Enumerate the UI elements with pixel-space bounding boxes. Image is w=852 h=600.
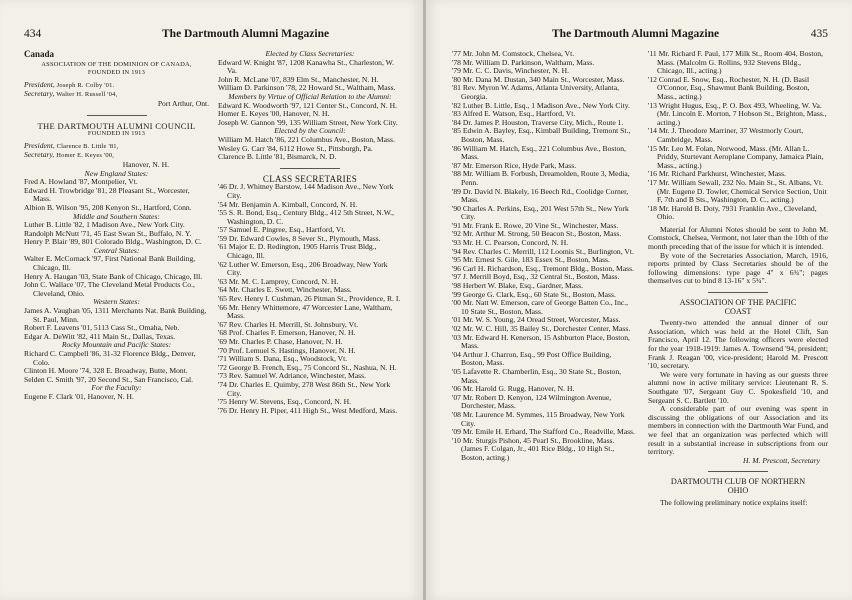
northern-ohio-title: DARTMOUTH CLUB OF NORTHERN [670, 477, 806, 487]
council-member: Joseph W. Gannon '99, 135 William Street, New York City. [218, 117, 398, 127]
class-secretaries-list [218, 183, 402, 415]
class-secretary-entry: '54 Mr. Benjamin A. Kimball, Concord, N. H. [218, 199, 358, 209]
class-secretary-entry: '15 Mr. Leo M. Folan, Norwood, Mass. (Mr. Allan L. Priddy, Sturtevant Aeroplane Company, Jamaica Plain, Mass., acting.) [648, 143, 824, 170]
class-secretary-entry: '01 Mr. W. S. Young, 24 Oread Street, Worcester, Mass. [452, 315, 621, 325]
pacific-paragraph: A considerable part of our evening was spent in discussing the obligations of our Association and its members in connection with the Dartmouth War Fund, and we feel that an organization was perfected which will result in a substantial increase in subscriptions from our territory. [648, 404, 828, 457]
class-secretary-entry: '72 George B. French, Esq., 75 Concord St., Nashua, N. H. [218, 362, 397, 372]
right-running-header: The Dartmouth Alumni Magazine [552, 28, 720, 40]
class-secretary-entry: '93 Mr. H. C. Pearson, Concord, N. H. [452, 238, 569, 248]
class-secretary-entry: '81 Rev. Myron W. Adams, Atlanta University, Atlanta, Georgia. [452, 83, 620, 101]
region-heading: Central States: [93, 245, 140, 255]
left-page [0, 0, 423, 600]
region-heading: Western States: [93, 297, 140, 307]
class-secretary-entry: '97 J. Merrill Boyd, Esq., 32 Central St., Boston, Mass. [452, 272, 620, 282]
council-member: Clarence B. Little '81, Bismarck, N. D. [218, 152, 337, 162]
council-block-heading: Elected by Class Secretaries: [265, 49, 355, 58]
class-secretary-entry: '71 William S. Dana, Esq., Woodstock, Vt. [218, 354, 348, 364]
class-secretary-entry: '67 Rev. Charles H. Merrill, St. Johnsbury, Vt. [218, 319, 359, 329]
left-page-number: 434 [24, 28, 42, 40]
class-secretary-entry: '69 Mr. Charles P. Chase, Hanover, N. H. [218, 337, 343, 346]
class-secretary-entry: '99 George G. Clark, Esq., 60 State St., Boston, Mass. [452, 289, 616, 299]
class-secretary-entry: '85 Edwin A. Bayley, Esq., Kimball Building, Tremont St., Boston, Mass. [452, 126, 631, 144]
class-secretary-entry: '18 Mr. Harold B. Doty, 7931 Franklin Ave., Cleveland, Ohio. [648, 203, 817, 222]
pacific-signature: H. M. Prescott, Secretary [742, 455, 820, 465]
class-secretaries-continued [452, 50, 636, 463]
council-member: William M. Hatch '86, 221 Columbus Ave., Boston, Mass. [218, 134, 395, 144]
class-secretary-entry: '65 Rev. Henry I. Cushman, 26 Pitman St., Providence, R. I. [218, 294, 401, 304]
canada-secretary-address: Port Arthur, Ont. [157, 98, 209, 108]
class-secretary-entry: '88 Mr. William B. Forbush, Dreamolden, Route 3, Media, Penn. [452, 169, 630, 187]
class-secretary-entry: '00 Mr. Natt W. Emerson, care of George Batten Co., Inc., 10 State St., Boston, Mass. [452, 298, 629, 316]
class-secretary-entry: '68 Prof. Charles F. Emerson, Hanover, N. H. [218, 328, 356, 338]
council-member: Edward W. Knight '87, 1208 Kanawha St., Charleston, W. Va. [218, 57, 395, 76]
council-member: Fred A. Howland '87, Montpelier, Vt. [24, 177, 138, 187]
council-block-heading: Members by Virtue of Official Relation to the Alumni: [228, 91, 392, 101]
class-secretary-entry: '16 Mr. Richard Parkhurst, Winchester, Mass. [648, 169, 786, 179]
class-secretary-entry: '98 Herbert W. Blake, Esq., Gardner, Mass. [452, 281, 583, 291]
council-president: President, Clarence B. Little '81, [24, 140, 119, 150]
canada-president: President, Joseph R. Colby '01. [24, 79, 115, 89]
class-secretary-entry: '77 Mr. John M. Comstock, Chelsea, Vt. [452, 49, 575, 58]
pacific-paragraph: Twenty-two attended the annual dinner of our Association, which was held at the Hotel Clift, San Francisco, April 12. The following officers were elected for the year 1918-1919: James A. Townsend '94, president; Frank J. Reagan '00, vice-president; Harold M. Prescott '10, secretary. [648, 318, 828, 371]
pacific-title: ASSOCIATION OF THE PACIFIC [679, 298, 797, 308]
council-member: John C. Wallace '07, The Cleveland Metal Products Co., Cleveland, Ohio. [24, 280, 195, 298]
class-secretary-entry: '73 Rev. Samuel W. Adriance, Winchester, Mass. [218, 371, 366, 381]
class-secretary-entry: '95 Mr. Ernest S. Gile, 183 Essex St., Boston, Mass. [452, 255, 610, 265]
right-page [426, 0, 852, 600]
council-member: William D. Parkinson '78, 22 Howard St., Waltham, Mass. [218, 83, 396, 93]
class-secretary-entry: '80 Mr. Dana M. Dustan, 340 Main St., Worcester, Mass. [452, 74, 625, 84]
class-secretary-entry: '61 Major E. D. Redington, 1905 Harris Trust Bldg., Chicago, Ill. [218, 242, 377, 261]
council-member: Albion B. Wilson '95, 208 Kenyon St., Hartford, Conn. [24, 202, 192, 212]
class-secretary-entry: '07 Mr. Robert D. Kenyon, 124 Wilmington Avenue, Dorchester, Mass. [452, 392, 612, 411]
council-founded: FOUNDED IN 1913 [87, 130, 146, 138]
divider [280, 168, 340, 169]
council-regions [24, 170, 209, 402]
class-secretary-entry: '05 Lafavette R. Chamberlin, Esq., 30 State St., Boston, Mass. [452, 366, 622, 385]
council-member: James A. Vaughan '05, 1311 Merchants Nat. Bank Building, St. Paul, Minn. [24, 306, 207, 324]
council-secretary: Secretary, Homer E. Keyes '00, [24, 150, 115, 160]
canada-heading: Canada [24, 49, 55, 59]
class-secretary-entry: '06 Mr. Harold G. Rugg, Hanover, N. H. [452, 384, 575, 394]
class-secretary-entry: '87 Mr. Emerson Rice, Hyde Park, Mass. [452, 160, 577, 170]
class-secretary-entry: '86 William M. Hatch, Esq., 221 Columbus Ave., Boston, Mass. [452, 143, 626, 162]
class-secretary-entry: '64 Mr. Charles E. Swett, Winchester, Mass. [218, 285, 352, 295]
council-member: Homer E. Keyes '00, Hanover, N. H. [218, 109, 330, 119]
class-secretary-entry: '13 Wright Hugus, Esq., P. O. Box 493, Wheeling, W. Va. (Mr. Lincoln E. Morton, 7 Hobson St., Brighton, Mass., acting.) [648, 100, 827, 127]
canada-association: ASSOCIATION OF THE DOMINION OF CANADA, [41, 60, 192, 68]
council-member: John R. McLane '07, 839 Elm St., Manchester, N. H. [218, 74, 379, 84]
left-running-header: The Dartmouth Alumni Magazine [162, 28, 330, 40]
class-secretary-entry: '94 Rev. Charles C. Merrill, 112 Loomis St., Burlington, Vt. [452, 246, 634, 256]
council-member: Edward K. Woodworth '97, 121 Center St., Concord, N. H. [218, 100, 398, 110]
class-secretary-entry: '14 Mr. J. Theodore Marriner, 37 Westmorly Court, Cambridge, Mass. [648, 126, 804, 144]
class-secretaries-title: CLASS SECRETARIES [262, 173, 358, 184]
council-title: THE DARTMOUTH ALUMNI COUNCIL [37, 120, 196, 131]
class-secretary-entry: '03 Mr. Edward H. Kenerson, 15 Ashburton Place, Boston, Mass. [452, 332, 630, 351]
council-elected-blocks [218, 50, 402, 162]
class-secretary-entry: '08 Mr. Laurence M. Symmes, 115 Broadway, New York City. [452, 409, 625, 428]
class-secretary-entry: '10 Mr. Sturgis Pishon, 45 Pearl St., Brookline, Mass. (James F. Colgan, Jr., 401 Rice Bldg., 10 High St., Boston, acting.) [452, 435, 615, 462]
class-secretary-entry: '79 Mr. C. C. Davis, Winchester, N. H. [452, 66, 570, 76]
class-secretary-entry: '96 Carl H. Richardson, Esq., Tremont Bldg., Boston, Mass. [452, 263, 634, 273]
class-secretary-entry: '82 Luther B. Little, Esq., 1 Madison Ave., New York City. [452, 100, 630, 110]
class-secretary-entry: '92 Mr. Arthur M. Strong, 50 Beacon St., Boston, Mass. [452, 229, 622, 239]
council-member: Luther B. Little '82, 1 Madison Ave., New York City. [24, 220, 185, 230]
council-member: Richard C. Campbell '86, 31-32 Florence Bldg., Denver, Colo. [24, 349, 196, 367]
council-member: Edward H. Trowbridge '81, 28 Pleasant St., Worcester, Mass. [24, 185, 190, 204]
council-member: Wesley G. Carr '84, 6112 Howe St., Pittsburgh, Pa. [218, 143, 373, 153]
council-member: Randolph McNutt '71, 45 East Swan St., Buffalo, N. Y. [24, 228, 192, 238]
council-block-heading: Elected by the Council: [274, 126, 346, 136]
class-secretary-entry: '91 Mr. Frank E. Rowe, 20 Vine St., Winchester, Mass. [452, 220, 619, 230]
council-member: Robert F. Leavens '01, 5113 Cass St., Omaha, Neb. [24, 323, 180, 333]
divider [87, 115, 147, 116]
right-column-2 [648, 50, 828, 507]
class-secretary-entry: '78 Mr. William D. Parkinson, Waltham, Mass. [452, 57, 595, 67]
class-secretary-entry: '12 Conrad E. Snow, Esq., Rochester, N. H. (D. Basil O'Connor, Esq., Shawmut Bank Building, Boston, Mass., acting.) [648, 74, 810, 101]
council-member: Selden C. Smith '97, 20 Second St., San Francisco, Cal. [24, 374, 194, 384]
class-secretary-entry: '74 Dr. Charles E. Quimby, 278 West 86th St., New York City. [218, 379, 391, 398]
divider [708, 471, 768, 472]
class-secretary-entry: '11 Mr. Richard F. Paul, 177 Milk St., Room 404, Boston, Mass. (Malcolm G. Rollins, 932 Stevens Bldg., Chicago, Ill., acting.) [648, 49, 823, 76]
class-secretary-entry: '59 Dr. Edward Cowles, 8 Sever St., Plymouth, Mass. [218, 233, 381, 243]
council-member: Edgar A. DeWitt '82, 411 Main St., Dallas, Texas. [24, 331, 176, 341]
class-secretary-entry: '66 Mr. Henry Whittemore, 47 Worcester Lane, Waltham, Mass. [218, 302, 393, 321]
northern-ohio-title-line2: OHIO [727, 485, 749, 495]
class-secretary-entry: '83 Alfred E. Watson, Esq., Hartford, Vt. [452, 109, 576, 119]
class-secretary-entry: '17 Mr. William Sewall, 232 No. Main St., St. Albans, Vt. (Mr. Eugene D. Towler, Chemical Service Section, Unit F, 7th and B Sts., Washington, D. C., acting.) [648, 177, 827, 205]
canada-secretary: Secretary, Walter H. Russell '04, [24, 89, 118, 99]
class-secretary-entry: '90 Charles A. Perkins, Esq., 201 West 57th St., New York City. [452, 203, 629, 222]
council-secretary-address: Hanover, N. H. [122, 159, 169, 169]
class-secretary-entry: '46 Dr. J. Whitney Barstow, 144 Madison Ave., New York City. [218, 182, 394, 200]
right-page-number: 435 [810, 28, 828, 40]
class-secretary-entry: '02 Mr. W. C. Hill, 35 Bailey St., Dorchester Center, Mass. [452, 324, 631, 333]
class-secretary-entry: '57 Samuel E. Pingree, Esq., Hartford, Vt. [218, 225, 346, 235]
class-secretary-entry: '84 Dr. James P. Houston, Traverse City, Mich., Route 1. [452, 117, 624, 127]
region-heading: Rocky Mountain and Pacific States: [61, 340, 172, 350]
region-heading: New England States: [84, 168, 149, 178]
class-secretary-entry: '70 Prof. Lemuel S. Hastings, Hanover, N. H. [218, 345, 356, 355]
council-member: Eugene F. Clark '01, Hanover, N. H. [24, 391, 134, 401]
class-secretary-entry: '89 Dr. David N. Blakely, 16 Beech Rd., Coolidge Corner, Mass. [452, 186, 629, 205]
pacific-title-line2: COAST [724, 306, 752, 316]
pacific-paragraph: We were very fortunate in having as our guests three alumni now in active military service: Lieutenant R. S. Southgate '07, Sergeant Guy C. Spokesfield '10, and Sergeant S. C. Bartlett '10. [648, 369, 828, 405]
notice-paragraph: By vote of the Secretaries Association, March, 1916, reports printed by Class Secretaries should be of the following dimensions: type page 4" x 6¾"; pages themselves cut to bind 8 13-16" x 5¾". [648, 250, 828, 286]
class-secretary-entry: '55 S. R. Bond, Esq., Century Bldg., 412 5th Street, N.W., Washington, D. C. [218, 208, 394, 226]
class-secretary-entry: '62 Luther W. Emerson, Esq., 206 Broadway, New York City. [218, 259, 388, 278]
class-secretaries-end [648, 50, 828, 222]
council-member: Walter E. McCornack '97, First National Bank Building, Chicago, Ill. [24, 254, 196, 273]
divider [708, 292, 768, 293]
right-column-1 [452, 50, 636, 463]
left-column-2 [218, 50, 402, 415]
region-heading: Middle and Southern States: [73, 211, 160, 221]
class-secretary-entry: '75 Henry W. Stevens, Esq., Concord, N. H. [218, 397, 351, 407]
class-secretary-entry: '76 Dr. Henry H. Piper, 411 High St., West Medford, Mass. [218, 405, 398, 415]
class-secretary-entry: '04 Arthur J. Charron, Esq., 99 Post Office Building, Boston, Mass. [452, 349, 612, 368]
council-member: Henry A. Haugan '03, State Bank of Chicago, Chicago, Ill. [24, 271, 203, 281]
class-secretary-entry: '63 Mr. M. C. Lamprey, Concord, N. H. [218, 276, 339, 286]
council-member: Clinton H. Moore '74, 328 E. Broadway, Butte, Mont. [24, 366, 188, 376]
council-member: Henry P. Blair '89, 801 Colorado Bldg., Washington, D. C. [24, 237, 202, 247]
left-column-1 [24, 50, 209, 402]
northern-ohio-paragraph: The following preliminary notice explains itself: [660, 497, 808, 507]
canada-founded: FOUNDED IN 1913 [87, 69, 146, 77]
region-heading: For the Faculty: [91, 383, 142, 393]
notice-paragraph: Material for Alumni Notes should be sent to John M. Comstock, Chelsea, Vermont, not later than the 10th of the month preceding that of the issue for which it is intended. [648, 224, 828, 252]
class-secretary-entry: '09 Mr. Emile H. Erhard, The Stafford Co., Readville, Mass. [452, 427, 635, 437]
